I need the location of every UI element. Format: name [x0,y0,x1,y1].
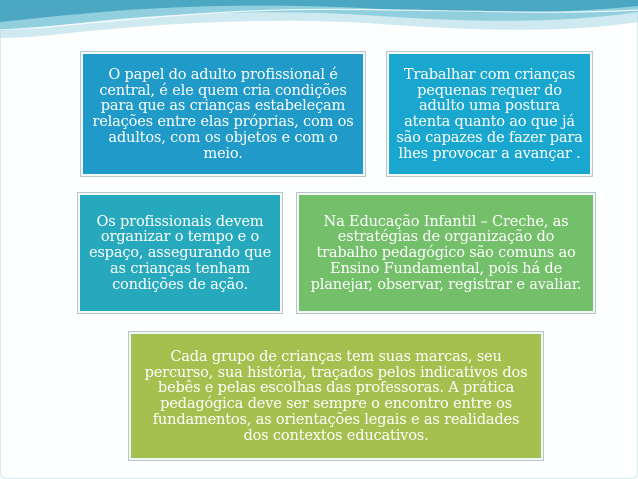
decorative-wave-band [0,0,638,46]
text-box-professionals-organize [80,195,280,311]
text-box-group-marks-text: Cada grupo de crianças tem suas marcas, seu percurso, sua história, traçados pelos indicativos dos bebês e pelas escolhas das professoras. A prática pedagógica deve ser sempre o encontro entre os fundamentos, as orientações legais e as realidades dos contextos educativos. [144,347,528,444]
text-box-working-with-children-text: Trabalhar com crianças pequenas requer do adulto uma postura atenta quanto ao que já são capazes de fazer para lhes provocar a avançar . [396,65,583,162]
text-box-professionals-organize-text: Os profissionais devem organizar o tempo e o espaço, assegurando que as crianças tenham condições de ação. [88,212,272,293]
text-box-group-marks [131,334,541,458]
text-box-working-with-children [389,54,590,174]
text-box-adult-role-text: O papel do adulto profissional é central, é ele quem cria condições para que as crianças estabeleçam relações entre elas próprias, com os adultos, com os objetos e com o meio. [92,65,354,162]
text-box-adult-role [83,54,363,174]
text-box-early-childhood-strategies-text: Na Educação Infantil – Creche, as estratégias de organização do trabalho pedagógico são comuns ao Ensino Fundamental, pois há de planejar, observar, registrar e avaliar. [310,212,582,293]
text-box-early-childhood-strategies [299,195,593,311]
